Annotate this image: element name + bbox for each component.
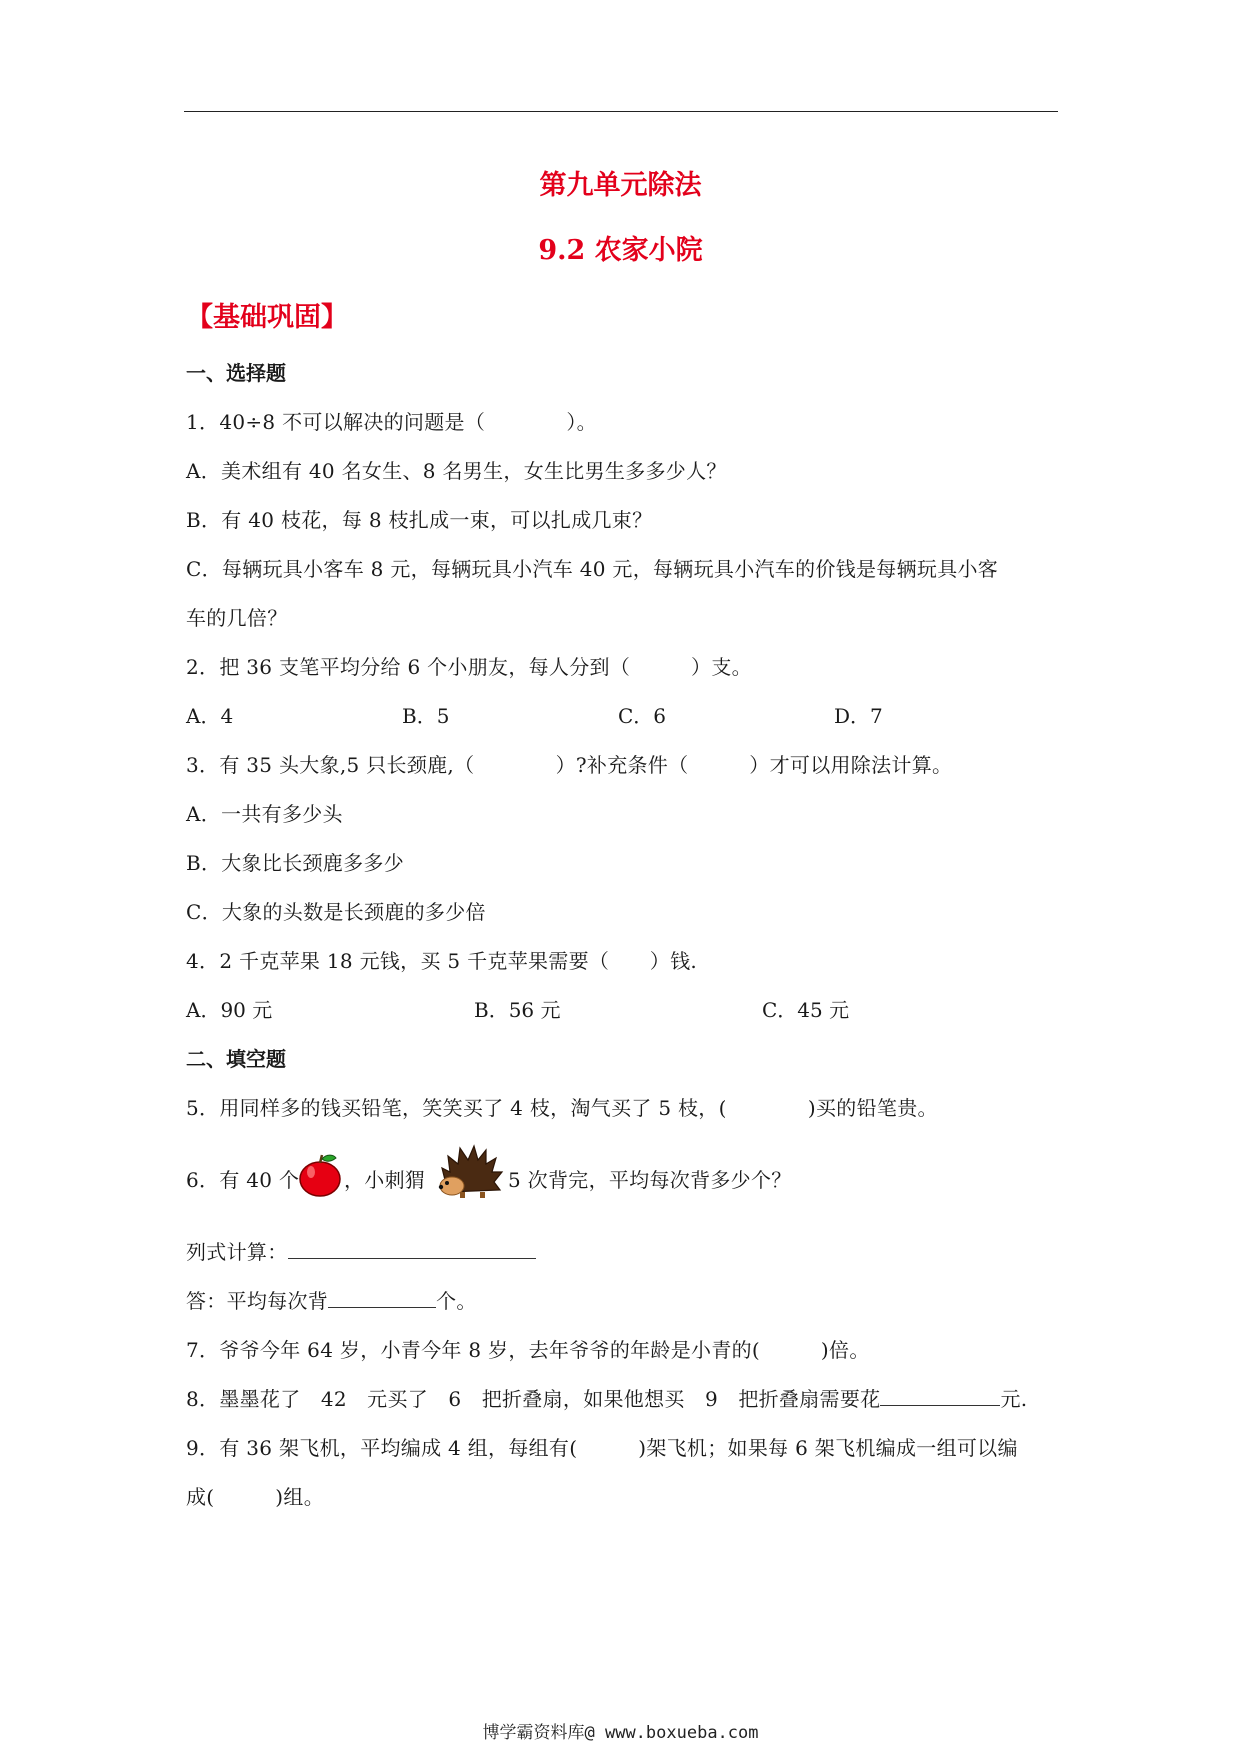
q4-stem: 4．2 千克苹果 18 元钱，买 5 千克苹果需要（ ）钱. — [186, 949, 698, 973]
q2-option-c: C．6 — [618, 704, 667, 728]
q6-calc-line — [186, 1236, 536, 1265]
q6-answer-prefix: 答：平均每次背 — [186, 1289, 329, 1313]
q4-option-a: A．90 元 — [186, 998, 273, 1022]
q8-line — [186, 1383, 1027, 1412]
q3-option-c: C．大象的头数是长颈鹿的多少倍 — [186, 900, 486, 924]
q2-option-b: B．5 — [402, 704, 450, 728]
unit-title: 第九单元除法 — [539, 170, 702, 201]
q6-calc-label: 列式计算： — [186, 1240, 288, 1264]
q6-text-part3: 5 次背完，平均每次背多少个？ — [508, 1168, 792, 1192]
q6-answer-suffix: 个。 — [436, 1289, 477, 1313]
q5-stem: 5．用同样多的钱买铅笔，笑笑买了 4 枝，淘气买了 5 枝，( )买的铅笔贵。 — [186, 1096, 938, 1120]
q2-option-d: D．7 — [834, 704, 883, 728]
q8-suffix: 元. — [1000, 1387, 1028, 1411]
lesson-title: 9.2 农家小院 — [538, 235, 703, 266]
q4-option-b: B．56 元 — [474, 998, 561, 1022]
header-rule — [184, 111, 1058, 112]
section-label: 【基础巩固】 — [186, 302, 348, 333]
apple-icon — [296, 1150, 344, 1198]
q6-text-part2: ，小刺猬 — [344, 1168, 426, 1192]
q3-option-b: B．大象比长颈鹿多多少 — [186, 851, 404, 875]
q3-option-a: A．一共有多少头 — [186, 802, 343, 826]
q1-option-b: B．有 40 枝花，每 8 枝扎成一束，可以扎成几束？ — [186, 508, 653, 532]
q1-stem: 1．40÷8 不可以解决的问题是（ ）。 — [186, 410, 597, 434]
q9-line1: 9．有 36 架飞机，平均编成 4 组，每组有( )架飞机；如果每 6 架飞机编成一组可以编 — [186, 1436, 1018, 1460]
q6-calc-blank[interactable] — [288, 1240, 536, 1259]
q6-text-part1: 6．有 40 个 — [186, 1168, 300, 1192]
q7-stem: 7．爷爷今年 64 岁，小青今年 8 岁，去年爷爷的年龄是小青的( )倍。 — [186, 1338, 870, 1362]
q3-stem: 3．有 35 头大象,5 只长颈鹿,（ ）?补充条件（ ）才可以用除法计算。 — [186, 753, 953, 777]
footer-watermark: 博学霸资料库@ www.boxueba.com — [482, 1723, 759, 1743]
q9-line2: 成( )组。 — [186, 1485, 325, 1509]
q8-blank[interactable] — [880, 1387, 1000, 1406]
hedgehog-icon — [434, 1138, 506, 1202]
q1-option-a: A．美术组有 40 名女生、8 名男生，女生比男生多多少人？ — [186, 459, 727, 483]
part2-heading: 二、填空题 — [186, 1047, 286, 1071]
q2-option-a: A．4 — [186, 704, 234, 728]
part1-heading: 一、选择题 — [186, 361, 286, 385]
q6-answer-line — [186, 1285, 477, 1314]
q8-prefix: 8．墨墨花了 42 元买了 6 把折叠扇，如果他想买 9 把折叠扇需要花 — [186, 1387, 881, 1411]
q1-option-c-line2: 车的几倍？ — [186, 606, 288, 630]
q2-stem: 2．把 36 支笔平均分给 6 个小朋友，每人分到（ ）支。 — [186, 655, 752, 679]
q4-option-c: C．45 元 — [762, 998, 850, 1022]
q1-option-c-line1: C．每辆玩具小客车 8 元，每辆玩具小汽车 40 元，每辆玩具小汽车的价钱是每辆玩具小客 — [186, 557, 999, 581]
q6-answer-blank[interactable] — [328, 1289, 436, 1308]
